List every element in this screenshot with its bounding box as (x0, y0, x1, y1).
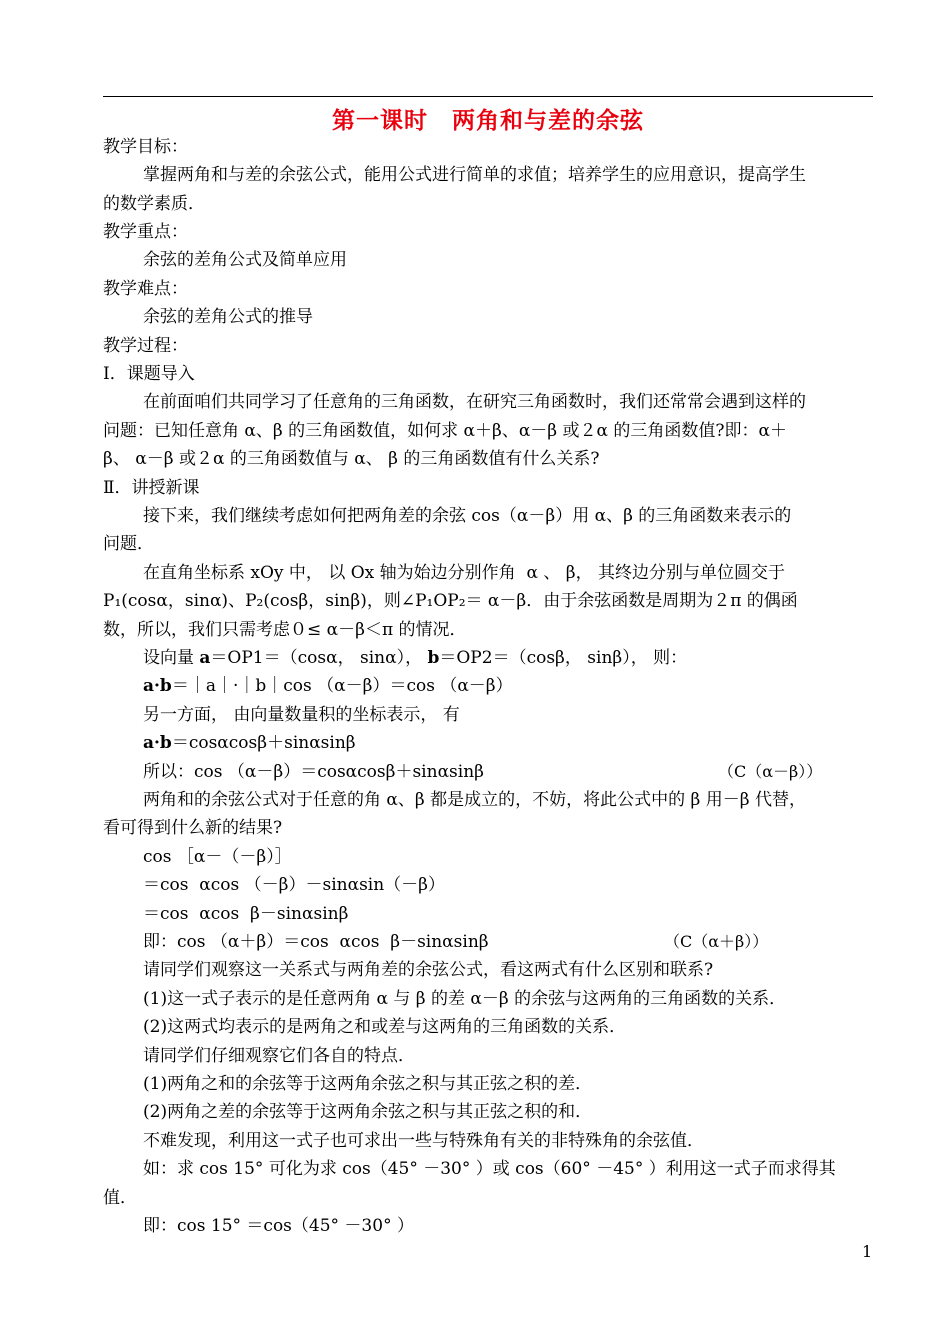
dot-product: a·b (143, 733, 172, 753)
paragraph-line: 在前面咱们共同学习了任意角的三角函数，在研究三角函数时，我们还常常会遇到这样的 (143, 392, 806, 412)
section-heading-new-lesson: Ⅱ．讲授新课 (103, 478, 200, 498)
paragraph-line: 问题． (103, 534, 154, 554)
section-heading-objectives: 教学目标： (103, 137, 188, 157)
list-item: (1)两角之和的余弦等于这两角余弦之积与其正弦之积的差． (143, 1074, 593, 1094)
page-number: 1 (862, 1242, 873, 1261)
paragraph-line: 数，所以，我们只需考虑０≤ α－β＜π 的情况． (103, 620, 467, 640)
paragraph-line: 的数学素质． (103, 194, 205, 214)
paragraph-line: 请同学们仔细观察它们各自的特点． (143, 1046, 415, 1066)
paragraph-line: 在直角坐标系 xOy 中， 以 Ox 轴为始边分别作角 α 、 β， 其终边分别与单位圆交于 (143, 563, 785, 583)
formula-line: ＝cos αcos β－sinαsinβ (143, 904, 349, 924)
vector-b: b (427, 648, 440, 668)
section-heading-process: 教学过程： (103, 336, 188, 356)
vector-a: a (199, 648, 211, 668)
formula-line: 即：cos 15° ＝cos（45° －30° ） (143, 1216, 414, 1236)
formula-tag: （C（α＋β）） (664, 932, 769, 951)
paragraph-line: P₁(cosα，sinα)、P₂(cosβ，sinβ)，则∠P₁OP₂＝ α－β．由于余弦函数是周期为２π 的偶函 (103, 591, 798, 611)
vector-definition-line (143, 646, 687, 670)
text-run: ＝OP2＝（cosβ， sinβ）， 则： (439, 648, 688, 668)
formula-line: ＝cos αcos （－β）－sinαsin（－β） (143, 875, 446, 895)
paragraph-line: 不难发现，利用这一式子也可求出一些与特殊角有关的非特殊角的余弦值． (143, 1131, 704, 1151)
formula-line (143, 731, 356, 755)
paragraph-line: 余弦的差角公式的推导 (143, 307, 313, 327)
paragraph-line: 问题：已知任意角 α、β 的三角函数值，如何求 α＋β、α－β 或２α 的三角函数值?即：α＋ (103, 421, 788, 441)
page-title: 第一课时 两角和与差的余弦 (332, 108, 644, 134)
formula-line: cos ［α－（－β）］ (143, 847, 292, 867)
header-rule (103, 96, 873, 97)
text-run: ＝cosαcosβ＋sinαsinβ (171, 733, 356, 753)
section-heading-key-points: 教学重点： (103, 222, 188, 242)
paragraph-line: 掌握两角和与差的余弦公式，能用公式进行简单的求值；培养学生的应用意识，提高学生 (143, 165, 806, 185)
text-run: ＝｜a｜·｜b｜cos （α－β）＝cos （α－β） (171, 676, 513, 696)
dot-product: a·b (143, 676, 172, 696)
text-run: ＝OP1＝（cosα， sinα）， (210, 648, 428, 668)
paragraph-line: 如：求 cos 15° 可化为求 cos（45° －30° ）或 cos（60° －45° ）利用这一式子而求得其 (143, 1159, 836, 1179)
paragraph-line: 接下来，我们继续考虑如何把两角差的余弦 cos（α－β）用 α、β 的三角函数来表示的 (143, 506, 792, 526)
paragraph-line: 两角和的余弦公式对于任意的角 α、β 都是成立的，不妨，将此公式中的 β 用－β 代替， (143, 790, 806, 810)
list-item: (2)这两式均表示的是两角之和或差与这两角的三角函数的关系． (143, 1017, 627, 1037)
list-item: (2)两角之差的余弦等于这两角余弦之积与其正弦之积的和． (143, 1102, 593, 1122)
paragraph-line: 看可得到什么新的结果? (103, 818, 283, 838)
section-heading-intro: Ⅰ．课题导入 (103, 364, 195, 384)
paragraph-line: 另一方面， 由向量数量积的坐标表示， 有 (143, 705, 460, 725)
list-item: (1)这一式子表示的是任意两角 α 与 β 的差 α－β 的余弦与这两角的三角函数的关系． (143, 989, 787, 1009)
paragraph-line: 值． (103, 1188, 137, 1208)
paragraph-line: 请同学们观察这一关系式与两角差的余弦公式，看这两式有什么区别和联系? (143, 960, 714, 980)
paragraph-line: 余弦的差角公式及简单应用 (143, 250, 347, 270)
formula-tag: （C（α－β）） (718, 762, 823, 781)
formula-line: 即：cos （α＋β）＝cos αcos β－sinαsinβ (143, 932, 489, 952)
text-run: 设向量 (143, 648, 200, 668)
section-heading-difficulties: 教学难点： (103, 279, 188, 299)
formula-line: 所以：cos （α－β）＝cosαcosβ＋sinαsinβ (143, 762, 484, 782)
paragraph-line: β、 α－β 或２α 的三角函数值与 α、 β 的三角函数值有什么关系? (103, 449, 600, 469)
formula-line (143, 674, 513, 698)
